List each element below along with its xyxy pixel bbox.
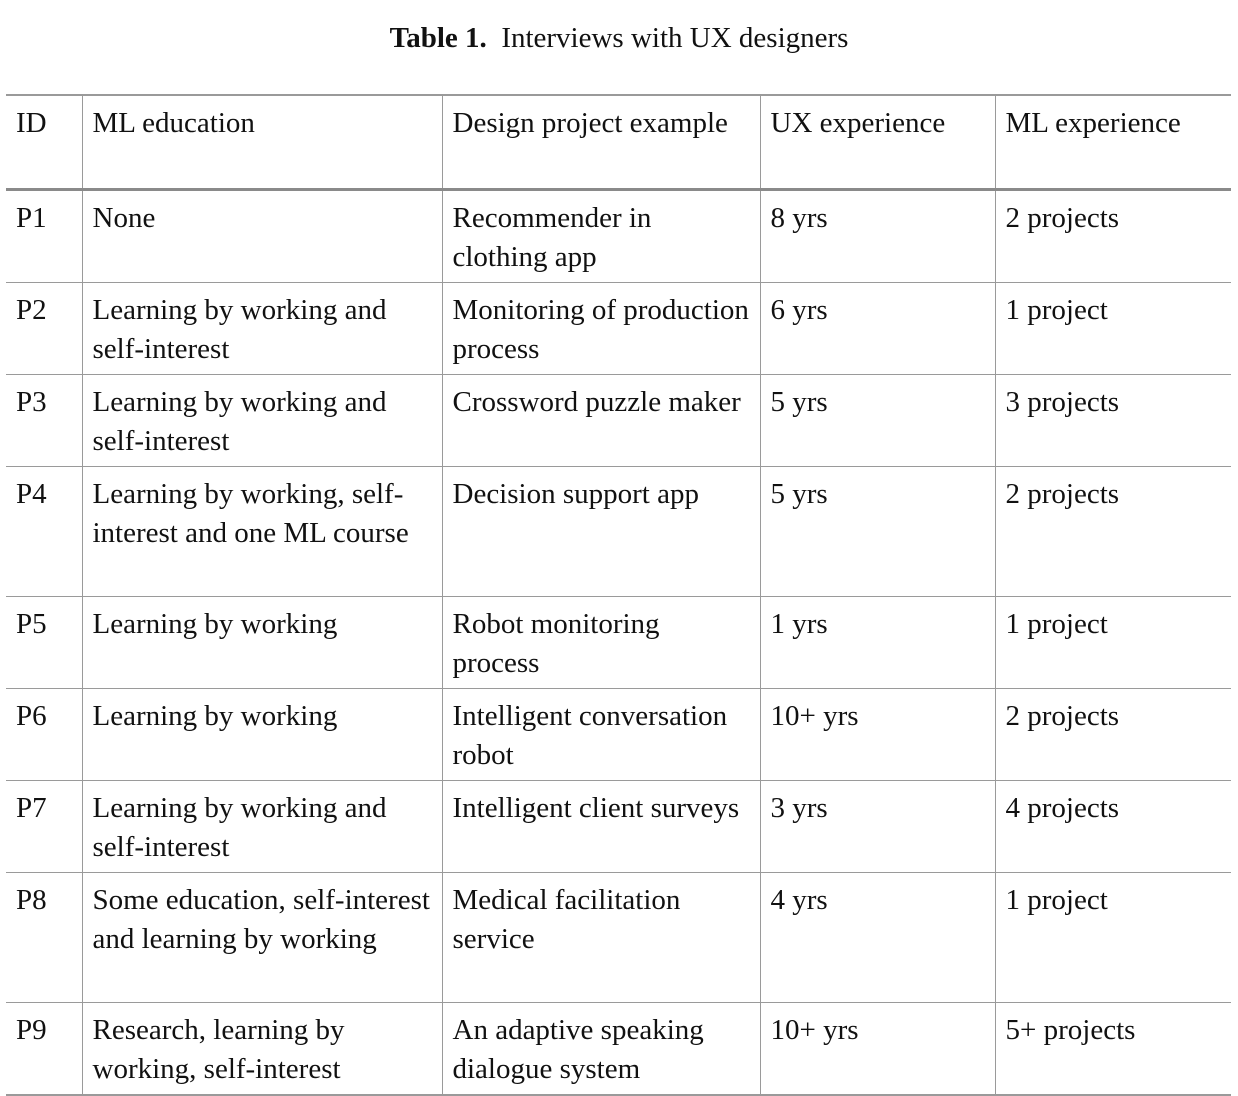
table-caption bbox=[0, 18, 1238, 58]
table-body bbox=[6, 190, 1231, 1096]
cell-ml-education: Learning by working and self-interest bbox=[82, 375, 442, 467]
cell-design-project: Medical facilitation service bbox=[442, 873, 760, 1003]
table-row bbox=[6, 283, 1231, 375]
table-row bbox=[6, 689, 1231, 781]
cell-ml-experience: 2 projects bbox=[995, 467, 1231, 597]
cell-id: P7 bbox=[6, 781, 82, 873]
cell-ux-experience: 5 yrs bbox=[760, 375, 995, 467]
header-design-project-example: Design project example bbox=[442, 95, 760, 190]
table-row bbox=[6, 375, 1231, 467]
cell-design-project: Decision support app bbox=[442, 467, 760, 597]
cell-ml-education: Learning by working and self-interest bbox=[82, 283, 442, 375]
header-ml-experience: ML experience bbox=[995, 95, 1231, 190]
cell-ml-education: Learning by working, self-interest and one ML course bbox=[82, 467, 442, 597]
table-row bbox=[6, 1003, 1231, 1096]
cell-ux-experience: 1 yrs bbox=[760, 597, 995, 689]
cell-ml-experience: 2 projects bbox=[995, 190, 1231, 283]
cell-ml-experience: 1 project bbox=[995, 873, 1231, 1003]
cell-ml-experience: 4 projects bbox=[995, 781, 1231, 873]
cell-ml-education: Learning by working bbox=[82, 689, 442, 781]
cell-ml-education: Learning by working and self-interest bbox=[82, 781, 442, 873]
cell-ux-experience: 3 yrs bbox=[760, 781, 995, 873]
cell-design-project: Robot monitoring process bbox=[442, 597, 760, 689]
table-row bbox=[6, 873, 1231, 1003]
table-row bbox=[6, 467, 1231, 597]
cell-ml-education: None bbox=[82, 190, 442, 283]
cell-ml-education: Learning by working bbox=[82, 597, 442, 689]
cell-ml-education: Some education, self-interest and learning by working bbox=[82, 873, 442, 1003]
table-caption-text: Interviews with UX designers bbox=[501, 22, 849, 54]
header-row bbox=[6, 95, 1231, 190]
cell-ml-education: Research, learning by working, self-interest bbox=[82, 1003, 442, 1096]
cell-ml-experience: 1 project bbox=[995, 283, 1231, 375]
cell-ux-experience: 4 yrs bbox=[760, 873, 995, 1003]
cell-id: P4 bbox=[6, 467, 82, 597]
cell-ux-experience: 10+ yrs bbox=[760, 689, 995, 781]
interviews-table bbox=[6, 94, 1231, 1096]
cell-id: P3 bbox=[6, 375, 82, 467]
table-row bbox=[6, 190, 1231, 283]
cell-ml-experience: 3 projects bbox=[995, 375, 1231, 467]
cell-ml-experience: 1 project bbox=[995, 597, 1231, 689]
cell-ml-experience: 2 projects bbox=[995, 689, 1231, 781]
header-ml-education: ML education bbox=[82, 95, 442, 190]
cell-id: P8 bbox=[6, 873, 82, 1003]
cell-id: P1 bbox=[6, 190, 82, 283]
cell-id: P2 bbox=[6, 283, 82, 375]
table-caption-label: Table 1. bbox=[389, 22, 487, 54]
cell-ux-experience: 6 yrs bbox=[760, 283, 995, 375]
table-header bbox=[6, 95, 1231, 190]
cell-ml-experience: 5+ projects bbox=[995, 1003, 1231, 1096]
cell-id: P5 bbox=[6, 597, 82, 689]
cell-ux-experience: 8 yrs bbox=[760, 190, 995, 283]
cell-design-project: Intelligent client surveys bbox=[442, 781, 760, 873]
cell-design-project: Monitoring of production process bbox=[442, 283, 760, 375]
cell-ux-experience: 10+ yrs bbox=[760, 1003, 995, 1096]
table-row bbox=[6, 781, 1231, 873]
cell-id: P9 bbox=[6, 1003, 82, 1096]
cell-design-project: Recommender in clothing app bbox=[442, 190, 760, 283]
cell-ux-experience: 5 yrs bbox=[760, 467, 995, 597]
cell-design-project: Intelligent conversation robot bbox=[442, 689, 760, 781]
header-id: ID bbox=[6, 95, 82, 190]
table-row bbox=[6, 597, 1231, 689]
cell-design-project: Crossword puzzle maker bbox=[442, 375, 760, 467]
cell-id: P6 bbox=[6, 689, 82, 781]
header-ux-experience: UX experience bbox=[760, 95, 995, 190]
cell-design-project: An adaptive speaking dialogue system bbox=[442, 1003, 760, 1096]
